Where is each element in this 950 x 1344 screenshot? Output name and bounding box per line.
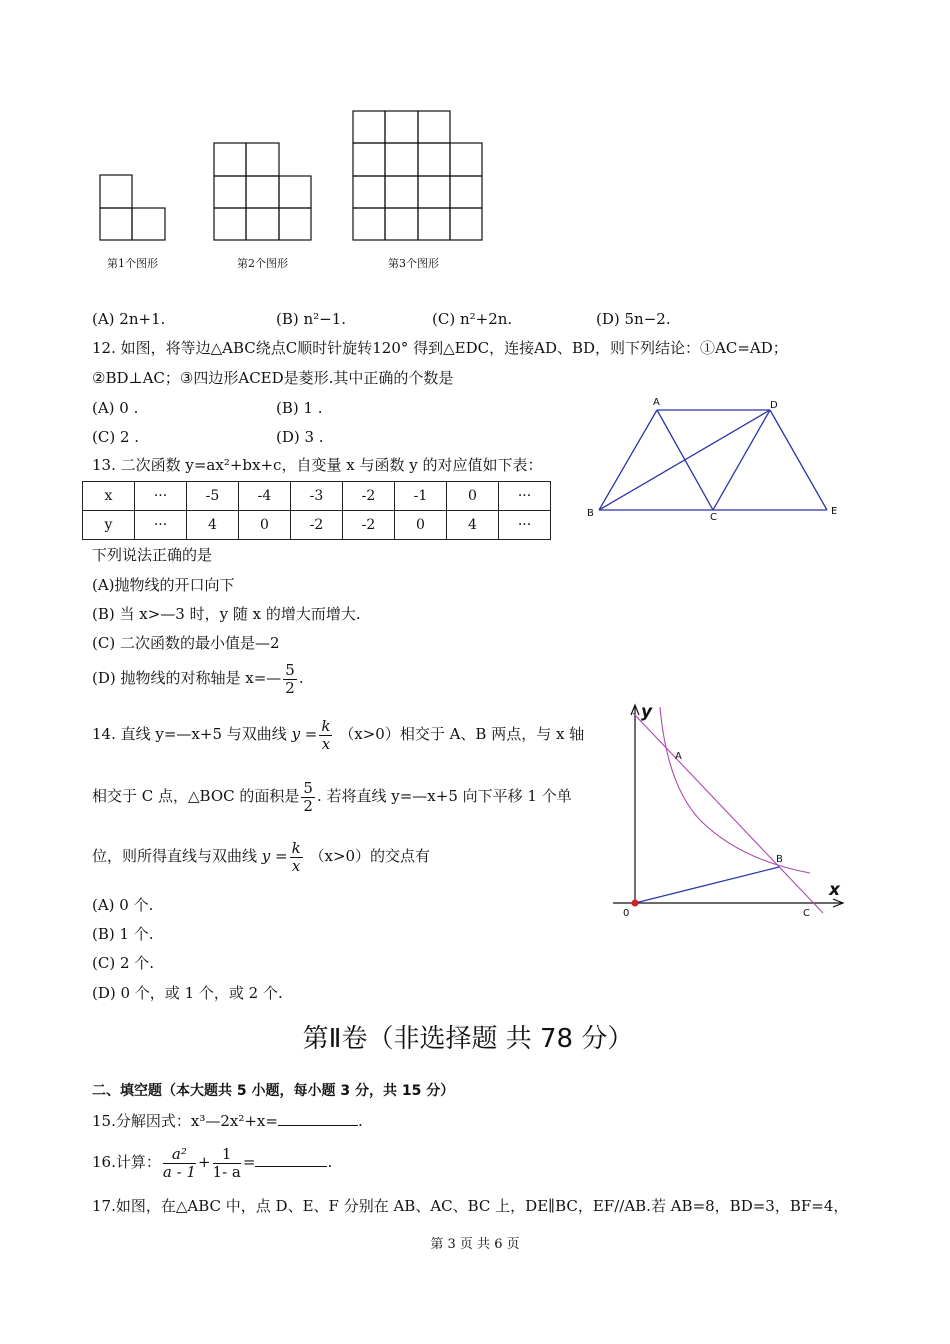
table-cell: -2 — [291, 511, 343, 540]
q12-option-b: (B) 1 . — [276, 399, 323, 417]
q12-figure — [580, 395, 850, 525]
fraction-5-2: $\frac{5}{2}$ — [303, 779, 313, 815]
q11-option-b: (B) n²−1. — [276, 310, 347, 328]
q13-option-d: (D) 抛物线的对称轴是 x=— $\frac{5}{2}$ . — [92, 661, 304, 697]
fraction-a2-over-a-1: $\frac{\text{a²}}{a - 1}$ — [162, 1145, 196, 1181]
q13-option-a: (A)抛物线的开口向下 — [92, 576, 235, 594]
q13-option-d-prefix: (D) 抛物线的对称轴是 x=— — [92, 669, 282, 687]
q16: 16.计算： $\frac{\text{a²}}{a - 1}$ + $\frac{1}{1- a}$ = . — [92, 1145, 333, 1181]
fraction-5-2 — [283, 662, 297, 696]
q12-label-B: B — [587, 508, 594, 519]
q11-option-a: (A) 2n+1. — [92, 310, 166, 328]
q14-option-a: (A) 0 个. — [92, 896, 154, 914]
q14-line2: 相交于 C 点，△BOC 的面积是 $\frac{5}{2}$ . 若将直线 y=—x+5 向下平移 1 个单 — [92, 779, 572, 815]
grid-figure-3 — [353, 111, 482, 240]
grid-figure-1 — [100, 175, 165, 240]
grid-figure-2 — [214, 143, 311, 240]
q13-prompt: 下列说法正确的是 — [92, 546, 213, 564]
q11-option-d: (D) 5n−2. — [596, 310, 671, 328]
table-cell: 4 — [447, 511, 499, 540]
table-cell: -2 — [343, 511, 395, 540]
graph-label-C: C — [803, 908, 810, 919]
q12-option-d: (D) 3 . — [276, 428, 324, 446]
q14-line1: 14. 直线 y=—x+5 与双曲线 y = $\frac{k}{x}$ （x>0）相交于 A、B 两点，与 x 轴 — [92, 717, 585, 753]
table-cell: -3 — [291, 482, 343, 511]
q12-stem-line2: ②BD⊥AC；③四边形ACED是菱形.其中正确的个数是 — [92, 369, 454, 387]
segment-OB — [635, 867, 779, 903]
fraction-k-x: $\frac{k}{x}$ — [291, 839, 301, 875]
line-y-neg-x-plus-5 — [633, 713, 823, 913]
origin-point — [632, 900, 639, 907]
table-cell: -1 — [395, 482, 447, 511]
q12-label-D: D — [770, 400, 778, 411]
q14-line3: 位，则所得直线与双曲线 y = $\frac{k}{x}$ （x>0）的交点有 — [92, 839, 431, 875]
graph-label-y: y — [641, 702, 653, 722]
q17: 17.如图，在△ABC 中，点 D、E、F 分别在 AB、AC、BC 上，DE∥BC，EF//AB.若 AB=8，BD=3，BF=4， — [92, 1197, 849, 1215]
q14-option-c: (C) 2 个. — [92, 954, 155, 972]
answer-blank — [278, 1125, 358, 1126]
figure-caption-1: 第1个图形 — [107, 257, 158, 270]
section-title: 第Ⅱ卷（非选择题 共 78 分） — [302, 1024, 634, 1054]
graph-label-B: B — [776, 854, 783, 865]
q12-stem-line1: 12. 如图，将等边△ABC绕点C顺时针旋转120° 得到△EDC，连接AD、BD，则下列结论：①AC=AD； — [92, 339, 788, 357]
table-cell: ··· — [135, 482, 187, 511]
fraction-denominator: 2 — [285, 678, 295, 697]
q14-option-b: (B) 1 个. — [92, 925, 154, 943]
q13-option-c: (C) 二次函数的最小值是—2 — [92, 634, 280, 652]
hyperbola-curve — [660, 707, 810, 873]
table-cell: x — [83, 482, 135, 511]
table-cell: -4 — [239, 482, 291, 511]
table-cell: 0 — [447, 482, 499, 511]
table-cell: 0 — [395, 511, 447, 540]
q12-label-E: E — [831, 506, 838, 517]
graph-label-x: x — [829, 880, 840, 900]
figure-caption-2: 第2个图形 — [237, 257, 288, 270]
q12-label-C: C — [710, 512, 717, 523]
fraction-numerator: 5 — [285, 661, 295, 679]
grid-figures — [95, 105, 495, 245]
graph-label-A: A — [675, 751, 682, 762]
table-cell: y — [83, 511, 135, 540]
answer-blank — [255, 1166, 327, 1167]
fraction-k-x: $\frac{k}{x}$ — [321, 717, 331, 753]
q12-option-a: (A) 0 . — [92, 399, 139, 417]
q12-option-c: (C) 2 . — [92, 428, 140, 446]
q13-option-b: (B) 当 x>—3 时，y 随 x 的增大而增大. — [92, 605, 361, 623]
fraction-1-over-1-a: $\frac{1}{1- a}$ — [212, 1145, 241, 1181]
table-cell: -5 — [187, 482, 239, 511]
page-footer: 第 3 页 共 6 页 — [430, 1237, 520, 1252]
table-row — [83, 511, 551, 540]
q13-value-table — [82, 481, 551, 540]
table-cell: ··· — [499, 482, 551, 511]
table-cell: 0 — [239, 511, 291, 540]
q15: 15.分解因式：x³—2x²+x= . — [92, 1112, 363, 1130]
figure-caption-3: 第3个图形 — [388, 257, 439, 270]
q14-graph — [605, 695, 855, 925]
q11-option-c: (C) n²+2n. — [432, 310, 513, 328]
table-cell: ··· — [135, 511, 187, 540]
table-cell: ··· — [499, 511, 551, 540]
q12-label-A: A — [653, 397, 660, 408]
fill-in-heading: 二、填空题（本大题共 5 小题，每小题 3 分，共 15 分） — [92, 1083, 455, 1099]
q14-option-d: (D) 0 个，或 1 个，或 2 个. — [92, 984, 283, 1002]
graph-label-O: 0 — [623, 908, 630, 919]
table-row — [83, 482, 551, 511]
table-cell: 4 — [187, 511, 239, 540]
table-cell: -2 — [343, 482, 395, 511]
q13-stem: 13. 二次函数 y=ax²+bx+c，自变量 x 与函数 y 的对应值如下表： — [92, 456, 543, 474]
